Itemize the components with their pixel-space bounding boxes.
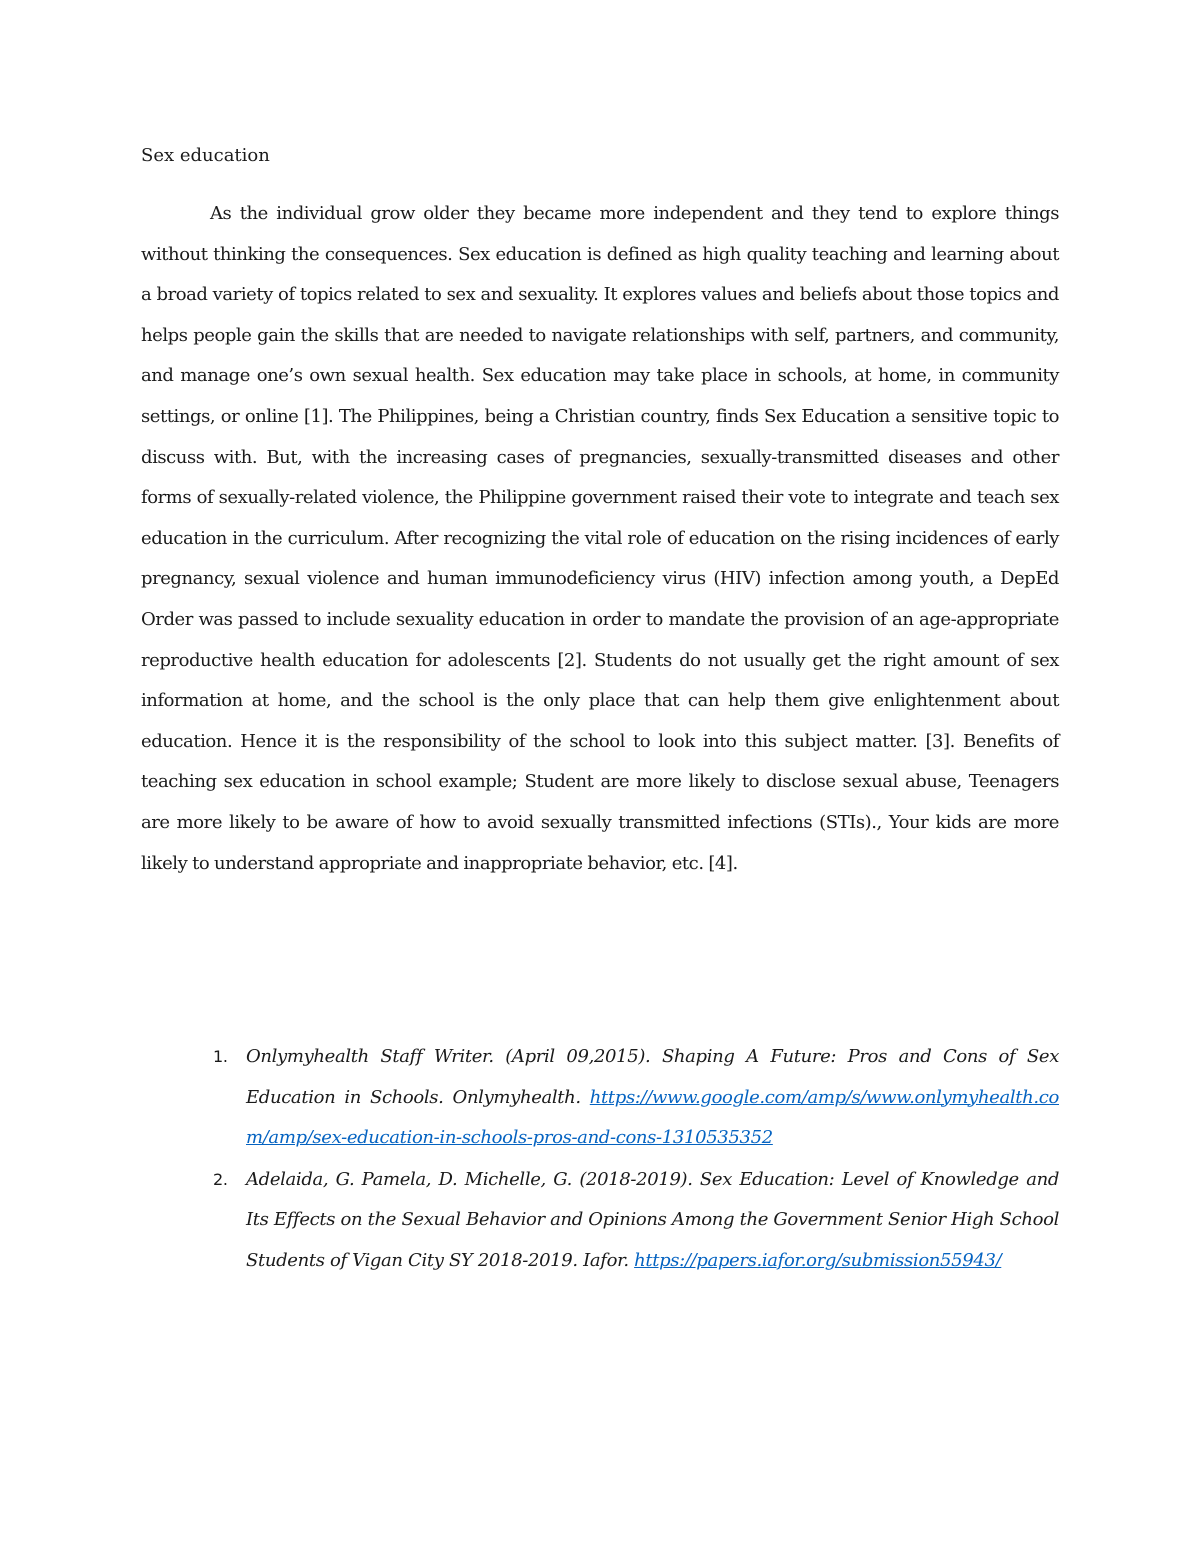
reference-list [141,1037,1059,1283]
reference-link[interactable]: https://www.google.com/amp/s/www.onlymyhealth.com/amp/sex-education-in-schools-pros-and-cons-1310535352 [246,1086,1059,1149]
body-paragraph: As the individual grow older they became more independent and they tend to explore things without thinking the consequences. Sex education is defined as high quality teaching and learning about a broad variety of topics related to sex and sexuality. It explores values and beliefs about those topics and helps people gain the skills that are needed to navigate relationships with self, partners, and community, and manage one’s own sexual health. Sex education may take place in schools, at home, in community settings, or online [1]. The Philippines, being a Christian country, finds Sex Education a sensitive topic to discuss with. But, with the increasing cases of pregnancies, sexually-transmitted diseases and other forms of sexually-related violence, the Philippine government raised their vote to integrate and teach sex education in the curriculum. After recognizing the vital role of education on the rising incidences of early pregnancy, sexual violence and human immunodeficiency virus (HIV) infection among youth, a DepEd Order was passed to include sexuality education in order to mandate the provision of an age-appropriate reproductive health education for adolescents [2]. Students do not usually get the right amount of sex information at home, and the school is the only place that can help them give enlightenment about education. Hence it is the responsibility of the school to look into this subject matter. [3]. Benefits of teaching sex education in school example; Student are more likely to disclose sexual abuse, Teenagers are more likely to be aware of how to avoid sexually transmitted infections (STIs)., Your kids are more likely to understand appropriate and inappropriate behavior, etc. [4]. [141,203,1059,874]
reference-link[interactable]: https://papers.iafor.org/submission55943/ [634,1249,1002,1271]
reference-citation: Adelaida, G. Pamela, D. Michelle, G. (2018-2019). Sex Education: Level of Knowledge and Its Effects on the Sexual Behavior and Opinions Among the Government Senior High School Students of Vigan City SY 2018-2019. Iafor. [246,1168,1059,1271]
document-title: Sex education [141,145,270,166]
reference-citation: Onlymyhealth Staff Writer. (April 09,2015). Shaping A Future: Pros and Cons of Sex Education in Schools. Onlymyhealth. [246,1046,1059,1108]
reference-number: 2. [213,1169,228,1189]
reference-item [141,1037,1059,1159]
reference-item [141,1160,1059,1282]
reference-number: 1. [213,1047,228,1066]
